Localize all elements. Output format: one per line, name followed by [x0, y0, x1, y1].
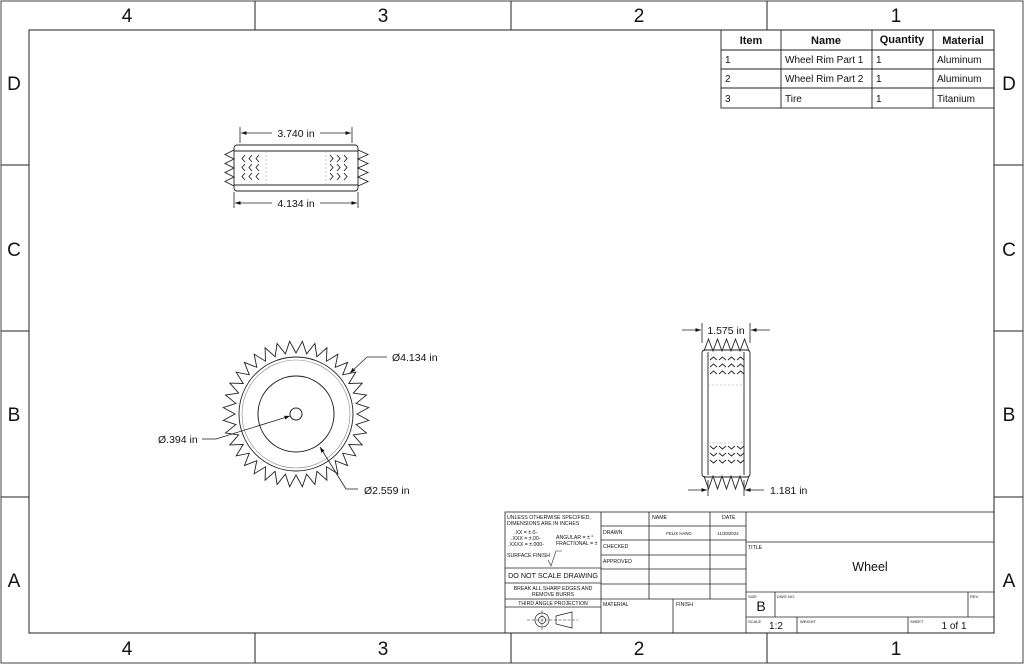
tread-chevron — [737, 357, 744, 360]
top-view — [225, 127, 368, 210]
tread-chevron — [256, 173, 259, 180]
side-dim-inner-label: 1.181 in — [770, 485, 808, 497]
bom-header-material: Material — [942, 35, 984, 47]
tread-chevron — [710, 453, 717, 456]
front-view — [158, 341, 438, 497]
bom-header-item: Item — [739, 35, 763, 47]
tread-chevron — [249, 155, 252, 162]
material-label: MATERIAL — [603, 602, 629, 608]
surface-finish-label: SURFACE FINISH — [507, 553, 550, 559]
tread-chevron — [330, 164, 333, 171]
tire-outer-profile — [223, 341, 368, 486]
tread-chevron — [719, 371, 726, 374]
sheet-label: SHEET — [910, 619, 924, 624]
front-dim-rim-label: Ø2.559 in — [364, 485, 410, 497]
tread-chevron — [710, 371, 717, 374]
break-edges-note: BREAK ALL SHARP EDGES AND — [513, 586, 593, 592]
tread-chevron — [719, 446, 726, 449]
zone-col-bottom: 1 — [890, 639, 902, 660]
rev-label: REV. — [970, 594, 979, 599]
projection-label: THIRD ANGLE PROJECTION — [518, 601, 588, 607]
bom-cell: 1 — [876, 74, 882, 85]
tread-chevron — [337, 173, 340, 180]
tread-chevron — [719, 460, 726, 463]
sheet-size: B — [756, 598, 766, 614]
tread-teeth-top — [704, 339, 749, 351]
size-label: SIZE — [748, 594, 757, 599]
tread-chevron — [728, 357, 735, 360]
tolerance-note: .XX = ±.0- — [514, 530, 538, 536]
side-view-body — [702, 350, 750, 477]
bom-cell: Aluminum — [937, 74, 982, 85]
tread-chevron — [344, 173, 347, 180]
sheet-number: 1 of 1 — [941, 621, 967, 632]
col-name-header: NAME — [652, 515, 667, 521]
tread-chevron — [344, 155, 347, 162]
tread-teeth-right — [358, 150, 368, 186]
tread-teeth-bottom — [704, 476, 749, 489]
bom-cell: Wheel Rim Part 1 — [785, 55, 864, 66]
drawn-name: FELIX HANG — [666, 531, 692, 536]
surface-finish-icon — [548, 551, 562, 566]
zone-row-right: B — [1002, 405, 1016, 426]
approved-label: APPROVED — [603, 559, 632, 565]
bom-cell: Tire — [785, 94, 802, 105]
zone-col-top: 1 — [890, 6, 902, 27]
col-date-header: DATE — [722, 515, 736, 521]
drawn-date: 11/30/2024 — [717, 531, 739, 536]
tread-chevron — [728, 446, 735, 449]
tread-chevron — [337, 155, 340, 162]
zone-row-left: B — [7, 405, 21, 426]
tread-chevron — [719, 357, 726, 360]
drawn-label: DRAWN — [603, 530, 623, 536]
tire-tread-teeth — [225, 150, 368, 186]
tolerance-note: .XXXX = ±.000- — [508, 542, 544, 548]
title-block — [505, 512, 994, 633]
zone-row-right: C — [1002, 240, 1016, 261]
front-dim-outer-label: Ø4.134 in — [392, 352, 438, 364]
tread-chevron — [242, 155, 245, 162]
tread-chevron — [728, 364, 735, 367]
tread-teeth-left — [225, 150, 234, 186]
bom-table — [721, 30, 994, 108]
tread-chevron — [728, 453, 735, 456]
drawing-scale: 1:2 — [769, 621, 783, 632]
tread-chevron — [737, 446, 744, 449]
zone-col-bottom: 3 — [377, 639, 389, 660]
tread-chevron — [710, 364, 717, 367]
tread-chevron — [719, 453, 726, 456]
tread-chevron — [330, 155, 333, 162]
tread-chevron — [719, 364, 726, 367]
tread-chevron — [737, 460, 744, 463]
bom-cell: 2 — [725, 74, 731, 85]
bom-cell: 3 — [725, 94, 731, 105]
tread-chevron — [728, 460, 735, 463]
tolerance-note: .XXX = ±.00- — [511, 536, 541, 542]
title-label: TITLE — [748, 545, 763, 551]
zone-col-top: 3 — [377, 6, 389, 27]
zone-col-top: 4 — [121, 6, 133, 27]
tolerance-note: UNLESS OTHERWISE SPECIFIED, — [507, 515, 591, 521]
bore-circle — [290, 408, 302, 420]
tolerance-note: DIMENSIONS ARE IN INCHES — [507, 521, 580, 527]
bom-cell: Aluminum — [937, 55, 982, 66]
bom-header-name: Name — [811, 35, 841, 47]
zone-col-bottom: 4 — [121, 639, 133, 660]
bom-cell: 1 — [876, 55, 882, 66]
tread-chevron — [737, 371, 744, 374]
weight-label: WEIGHT — [800, 619, 816, 624]
checked-label: CHECKED — [603, 544, 629, 550]
scale-label: SCALE — [748, 619, 762, 624]
zone-row-right: D — [1002, 74, 1016, 95]
tread-chevron — [242, 173, 245, 180]
side-dim-width-label: 1.575 in — [707, 325, 745, 337]
zone-row-left: A — [7, 571, 21, 592]
zone-col-top: 2 — [633, 6, 645, 27]
tread-chevron — [256, 155, 259, 162]
do-not-scale-note: DO NOT SCALE DRAWING — [508, 571, 598, 580]
drawing-title: Wheel — [852, 560, 888, 574]
side-view — [682, 323, 808, 497]
tolerance-note: FRACTIONAL = ± — [556, 541, 598, 547]
bom-cell: 1 — [725, 55, 731, 66]
tread-chevron — [710, 460, 717, 463]
tolerance-note: ANGULAR = ± ° — [556, 535, 594, 541]
finish-label: FINISH — [676, 602, 694, 608]
tread-chevron — [344, 164, 347, 171]
tread-chevron — [710, 446, 717, 449]
zone-row-left: D — [7, 74, 21, 95]
break-edges-note: REMOVE BURRS — [531, 592, 575, 598]
third-angle-projection-icon — [527, 610, 578, 630]
bom-cell: Titanium — [937, 94, 975, 105]
tread-chevron — [737, 364, 744, 367]
bom-header-quantity: Quantity — [879, 34, 925, 46]
top-dim-inner-label: 3.740 in — [277, 128, 315, 140]
bom-cell: Wheel Rim Part 2 — [785, 74, 864, 85]
top-dim-outer-label: 4.134 in — [277, 198, 315, 210]
tread-chevron — [242, 164, 245, 171]
front-dim-bore-label: Ø.394 in — [158, 434, 198, 446]
tire-inner-circle — [239, 357, 353, 471]
tread-chevron — [249, 173, 252, 180]
tire-tread-teeth-side — [704, 339, 749, 489]
zone-col-bottom: 2 — [633, 639, 645, 660]
tread-chevron — [728, 371, 735, 374]
tread-chevron — [249, 164, 252, 171]
zone-row-right: A — [1002, 571, 1016, 592]
tread-chevron — [330, 173, 333, 180]
tread-chevron — [737, 453, 744, 456]
bom-cell: 1 — [876, 94, 882, 105]
zone-row-left: C — [7, 240, 21, 261]
tread-chevron — [256, 164, 259, 171]
rim-circle — [258, 376, 334, 452]
tread-chevron — [710, 357, 717, 360]
tread-chevron — [337, 164, 340, 171]
dwg-no-label: DWG NO. — [777, 594, 795, 599]
